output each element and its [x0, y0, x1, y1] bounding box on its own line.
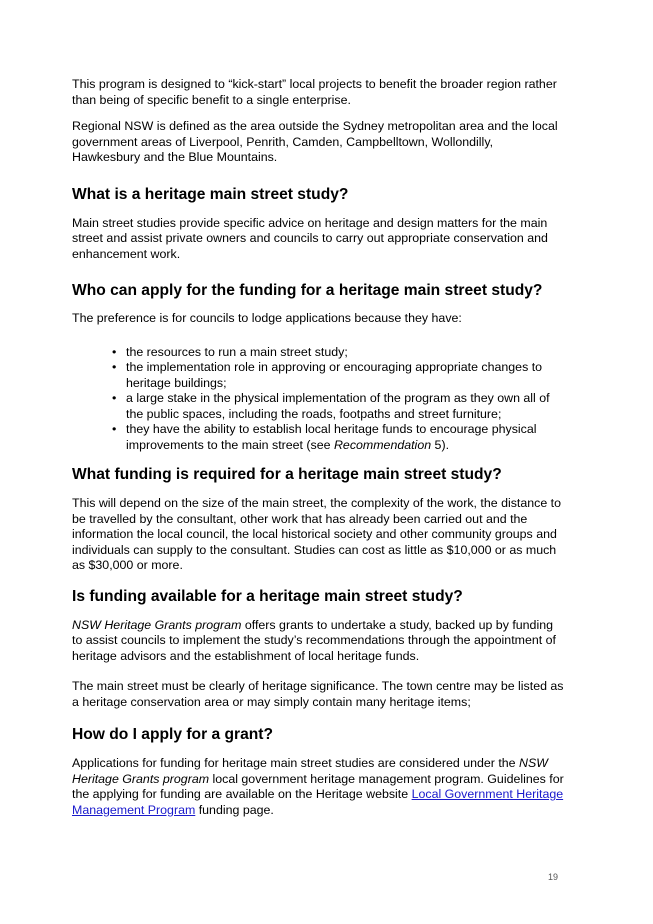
- list-item: [112, 422, 564, 453]
- funding-required-paragraph: This will depend on the size of the main street, the complexity of the work, the distance to be travelled by the consultant, other work that has already been carried out and the information the local council, the local historical society and other community groups and individuals can supply to the consultant. Studies can cost as little as $10,000 or as much as $30,000 or more.: [72, 496, 561, 572]
- heading-funding-required: What funding is required for a heritage main street study?: [72, 466, 502, 483]
- apply-text-before: Applications for funding for heritage main street studies are considered under the: [72, 756, 520, 770]
- list-item-emphasis: Recommendation: [333, 437, 432, 452]
- heading-who-can-apply: Who can apply for the funding for a heritage main street study?: [72, 282, 543, 299]
- intro-paragraph-1: This program is designed to “kick-start” local projects to benefit the broader region rather than being of specific benefit to a single enterprise.: [72, 77, 557, 107]
- funding-available-paragraph: [72, 618, 564, 665]
- heading-what-is-study: What is a heritage main street study?: [72, 185, 349, 203]
- apply-text-middle: local government heritage management program. Guidelines for the applying for funding are available on the Heritage website: [72, 771, 564, 801]
- heading-funding-available: Is funding available for a heritage main street study?: [72, 587, 463, 605]
- who-can-apply-paragraph: The preference is for councils to lodge applications because they have:: [72, 311, 462, 325]
- list-item-text-before: they have the ability to establish local heritage funds to encourage physical improvements to the main street (see: [126, 422, 537, 452]
- list-item-text: a large stake in the physical implementation of the program as they own all of the public spaces, including the roads, footpaths and street furniture;: [126, 391, 550, 421]
- list-item: [112, 391, 564, 422]
- funding-available-text: offers grants to undertake a study, backed up by funding to assist councils to implement the study’s recommendations through the appointment of heritage advisors and the establishment of local heritage funds.: [72, 617, 556, 663]
- apply-text-after: funding page.: [195, 802, 274, 817]
- bullet-icon: •: [112, 391, 117, 405]
- list-item-text: the resources to run a main street study;: [126, 344, 348, 359]
- bullet-icon: •: [112, 344, 117, 359]
- how-to-apply-paragraph: [72, 756, 564, 818]
- program-name-emphasis: NSW Heritage Grants program: [72, 617, 242, 632]
- heritage-program-link[interactable]: Local Government Heritage Management Program: [72, 787, 564, 817]
- heritage-significance-paragraph: The main street must be clearly of heritage significance. The town centre may be listed as a heritage conservation area or may simply contain many heritage items;: [72, 679, 564, 709]
- bullet-icon: •: [112, 360, 117, 374]
- list-item: [112, 360, 564, 391]
- list-item-text: the implementation role in approving or encouraging appropriate changes to heritage buildings;: [126, 360, 543, 390]
- intro-paragraph-2: Regional NSW is defined as the area outside the Sydney metropolitan area and the local government areas of Liverpool, Penrith, Camden, Campbelltown, Wollondilly, Hawkesbury and the Blue Mountains.: [72, 119, 558, 164]
- program-name-emphasis: NSW Heritage Grants program: [72, 756, 548, 786]
- heading-how-to-apply: How do I apply for a grant?: [72, 726, 273, 743]
- bullet-icon: •: [112, 422, 117, 436]
- what-is-study-paragraph: Main street studies provide specific advice on heritage and design matters for the main street and assist private owners and councils to carry out appropriate conservation and enhancement work.: [72, 215, 548, 261]
- page-number: 19: [548, 872, 559, 882]
- document-page: [72, 77, 564, 818]
- list-item: [112, 344, 564, 361]
- reasons-list: [72, 345, 564, 454]
- list-item-text-after: 5).: [431, 437, 450, 452]
